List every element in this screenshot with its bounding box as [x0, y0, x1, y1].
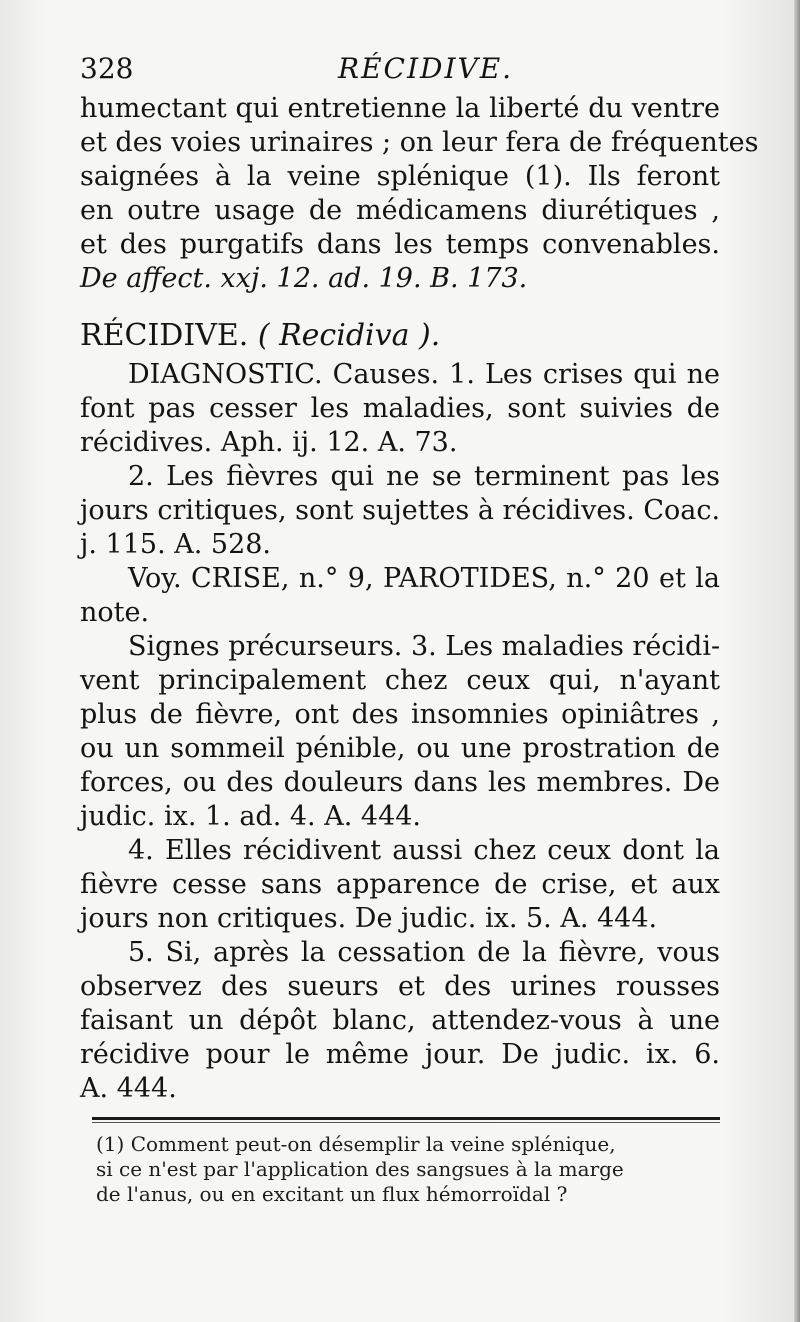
text-line: humectant qui entretienne la liberté du ventre: [80, 93, 720, 124]
text-line: 4. Elles récidivent aussi chez ceux dont la: [128, 835, 720, 866]
text-line: DIAGNOSTIC. Causes. 1. Les crises qui ne: [128, 359, 720, 390]
entry-title: [80, 318, 440, 353]
text-line: Signes précurseurs. 3. Les maladies récidi-: [128, 631, 721, 662]
footnote-line: (1) Comment peut-on désemplir la veine splénique,: [96, 1132, 616, 1156]
text-line: forces, ou des douleurs dans les membres. De: [80, 767, 720, 798]
text-line: et des voies urinaires ; on leur fera de fréquentes: [80, 127, 759, 158]
text-block-1: [80, 92, 759, 296]
text-block-2: [80, 358, 720, 1106]
text-line: plus de fièvre, ont des insomnies opiniâtres ,: [80, 699, 720, 730]
text-line: vent principalement chez ceux qui, n'ayant: [80, 665, 720, 696]
text-line: Voy. CRISE, n.° 9, PAROTIDES, n.° 20 et la: [128, 563, 720, 594]
text-line: j. 115. A. 528.: [80, 529, 272, 560]
text-line: font pas cesser les maladies, sont suivies de: [80, 393, 720, 424]
text-line: observez des sueurs et des urines rousses: [80, 971, 720, 1002]
page-edge: [794, 0, 800, 1322]
text-line: De affect. xxj. 12. ad. 19. B. 173.: [80, 263, 528, 294]
text-line: faisant un dépôt blanc, attendez-vous à une: [80, 1005, 720, 1036]
text-line: ou un sommeil pénible, ou une prostration de: [80, 733, 720, 764]
page-number: 328: [80, 52, 134, 85]
text-line: jours critiques, sont sujettes à récidives. Coac.: [80, 495, 721, 526]
footnote-rule: [92, 1117, 720, 1120]
text-line: A. 444.: [80, 1073, 177, 1104]
footnote: [96, 1132, 722, 1207]
text-line: récidive pour le même jour. De judic. ix. 6.: [80, 1039, 720, 1070]
text-line: 5. Si, après la cessation de la fièvre, vous: [128, 937, 720, 968]
text-line: fièvre cesse sans apparence de crise, et aux: [80, 869, 720, 900]
footnote-rule-thin: [92, 1122, 720, 1123]
text-line: récidives. Aph. ij. 12. A. 73.: [80, 427, 458, 458]
footnote-line: de l'anus, ou en excitant un flux hémorroïdal ?: [96, 1182, 568, 1206]
text-line: et des purgatifs dans les temps convenables.: [80, 229, 720, 260]
text-line: jours non critiques. De judic. ix. 5. A. 444.: [80, 903, 658, 934]
page-header: [80, 52, 710, 92]
footnote-line: si ce n'est par l'application des sangsues à la marge: [96, 1157, 624, 1181]
text-line: en outre usage de médicamens diurétiques ,: [80, 195, 720, 226]
running-head: RÉCIDIVE.: [338, 52, 514, 85]
title-latin: ( Recidiva ).: [257, 318, 441, 353]
text-line: note.: [80, 597, 150, 628]
text-line: judic. ix. 1. ad. 4. A. 444.: [80, 801, 422, 832]
title-word: RÉCIDIVE.: [80, 318, 249, 353]
text-line: saignées à la veine splénique (1). Ils feront: [80, 161, 720, 192]
text-line: 2. Les fièvres qui ne se terminent pas les: [128, 461, 720, 492]
